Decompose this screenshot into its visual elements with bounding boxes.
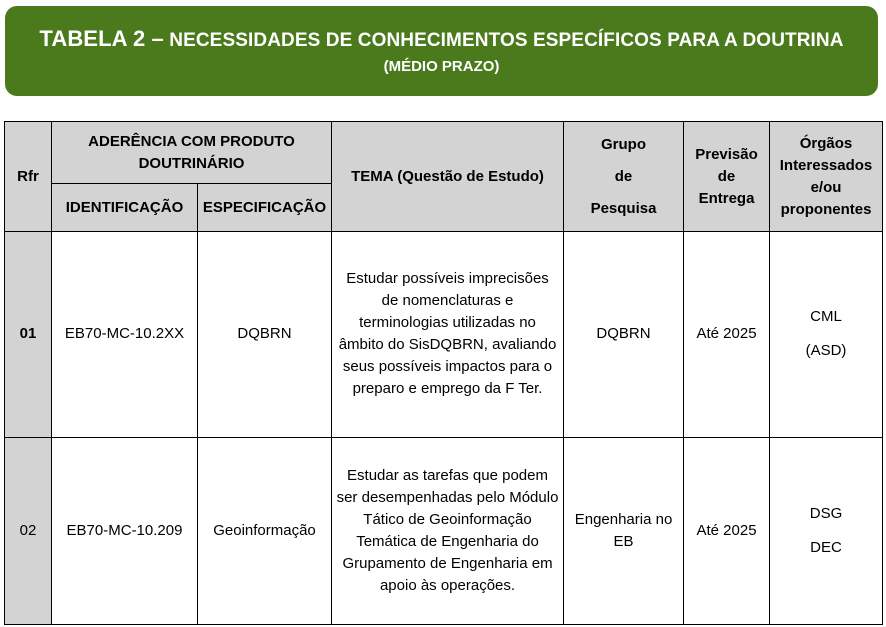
cell-especificacao: Geoinformação [198,437,332,624]
orgao-line2: DEC [810,538,842,556]
header-grupo-line1: Grupo [601,135,647,153]
cell-previsao: Até 2025 [684,232,770,438]
header-identificacao: IDENTIFICAÇÃO [52,184,198,232]
cell-rfr: 02 [5,437,52,624]
header-rfr: Rfr [5,122,52,232]
table-title-prefix: TABELA 2 – [39,26,164,51]
header-aderencia: ADERÊNCIA COM PRODUTO DOUTRINÁRIO [52,122,332,184]
header-previsao: Previsão de Entrega [684,122,770,232]
cell-especificacao: DQBRN [198,232,332,438]
header-especificacao: ESPECIFICAÇÃO [198,184,332,232]
orgao-line1: CML [810,308,842,326]
header-grupo [564,122,684,232]
cell-grupo: Engenharia no EB [564,437,684,624]
orgao-line2: (ASD) [805,342,847,360]
cell-previsao: Até 2025 [684,437,770,624]
table-row [5,437,883,624]
cell-grupo: DQBRN [564,232,684,438]
cell-identificacao: EB70-MC-10.209 [52,437,198,624]
cell-orgaos [770,232,883,438]
header-grupo-line2: de [614,167,633,185]
table-title-banner [5,6,878,96]
orgao-line1: DSG [809,504,843,522]
header-orgaos: Órgãos Interessados e/ou proponentes [770,122,883,232]
cell-rfr: 01 [5,232,52,438]
table-title-text: NECESSIDADES DE CONHECIMENTOS ESPECÍFICOS PARA A DOUTRINA [163,30,844,51]
header-grupo-line3: Pesquisa [590,199,657,217]
cell-identificacao: EB70-MC-10.2XX [52,232,198,438]
cell-tema: Estudar possíveis imprecisões de nomenclaturas e terminologias utilizadas no âmbito do SisDQBRN, avaliando seus possíveis impactos para o preparo e emprego da F Ter. [332,232,564,438]
table-row [5,232,883,438]
header-tema: TEMA (Questão de Estudo) [332,122,564,232]
table-subtitle: (MÉDIO PRAZO) [383,58,500,75]
table-title [5,26,878,52]
cell-orgaos [770,437,883,624]
cell-tema: Estudar as tarefas que podem ser desempenhadas pelo Módulo Tático de Geoinformação Temática de Engenharia do Grupamento de Engenharia em apoio às operações. [332,437,564,624]
knowledge-needs-table [4,121,883,625]
